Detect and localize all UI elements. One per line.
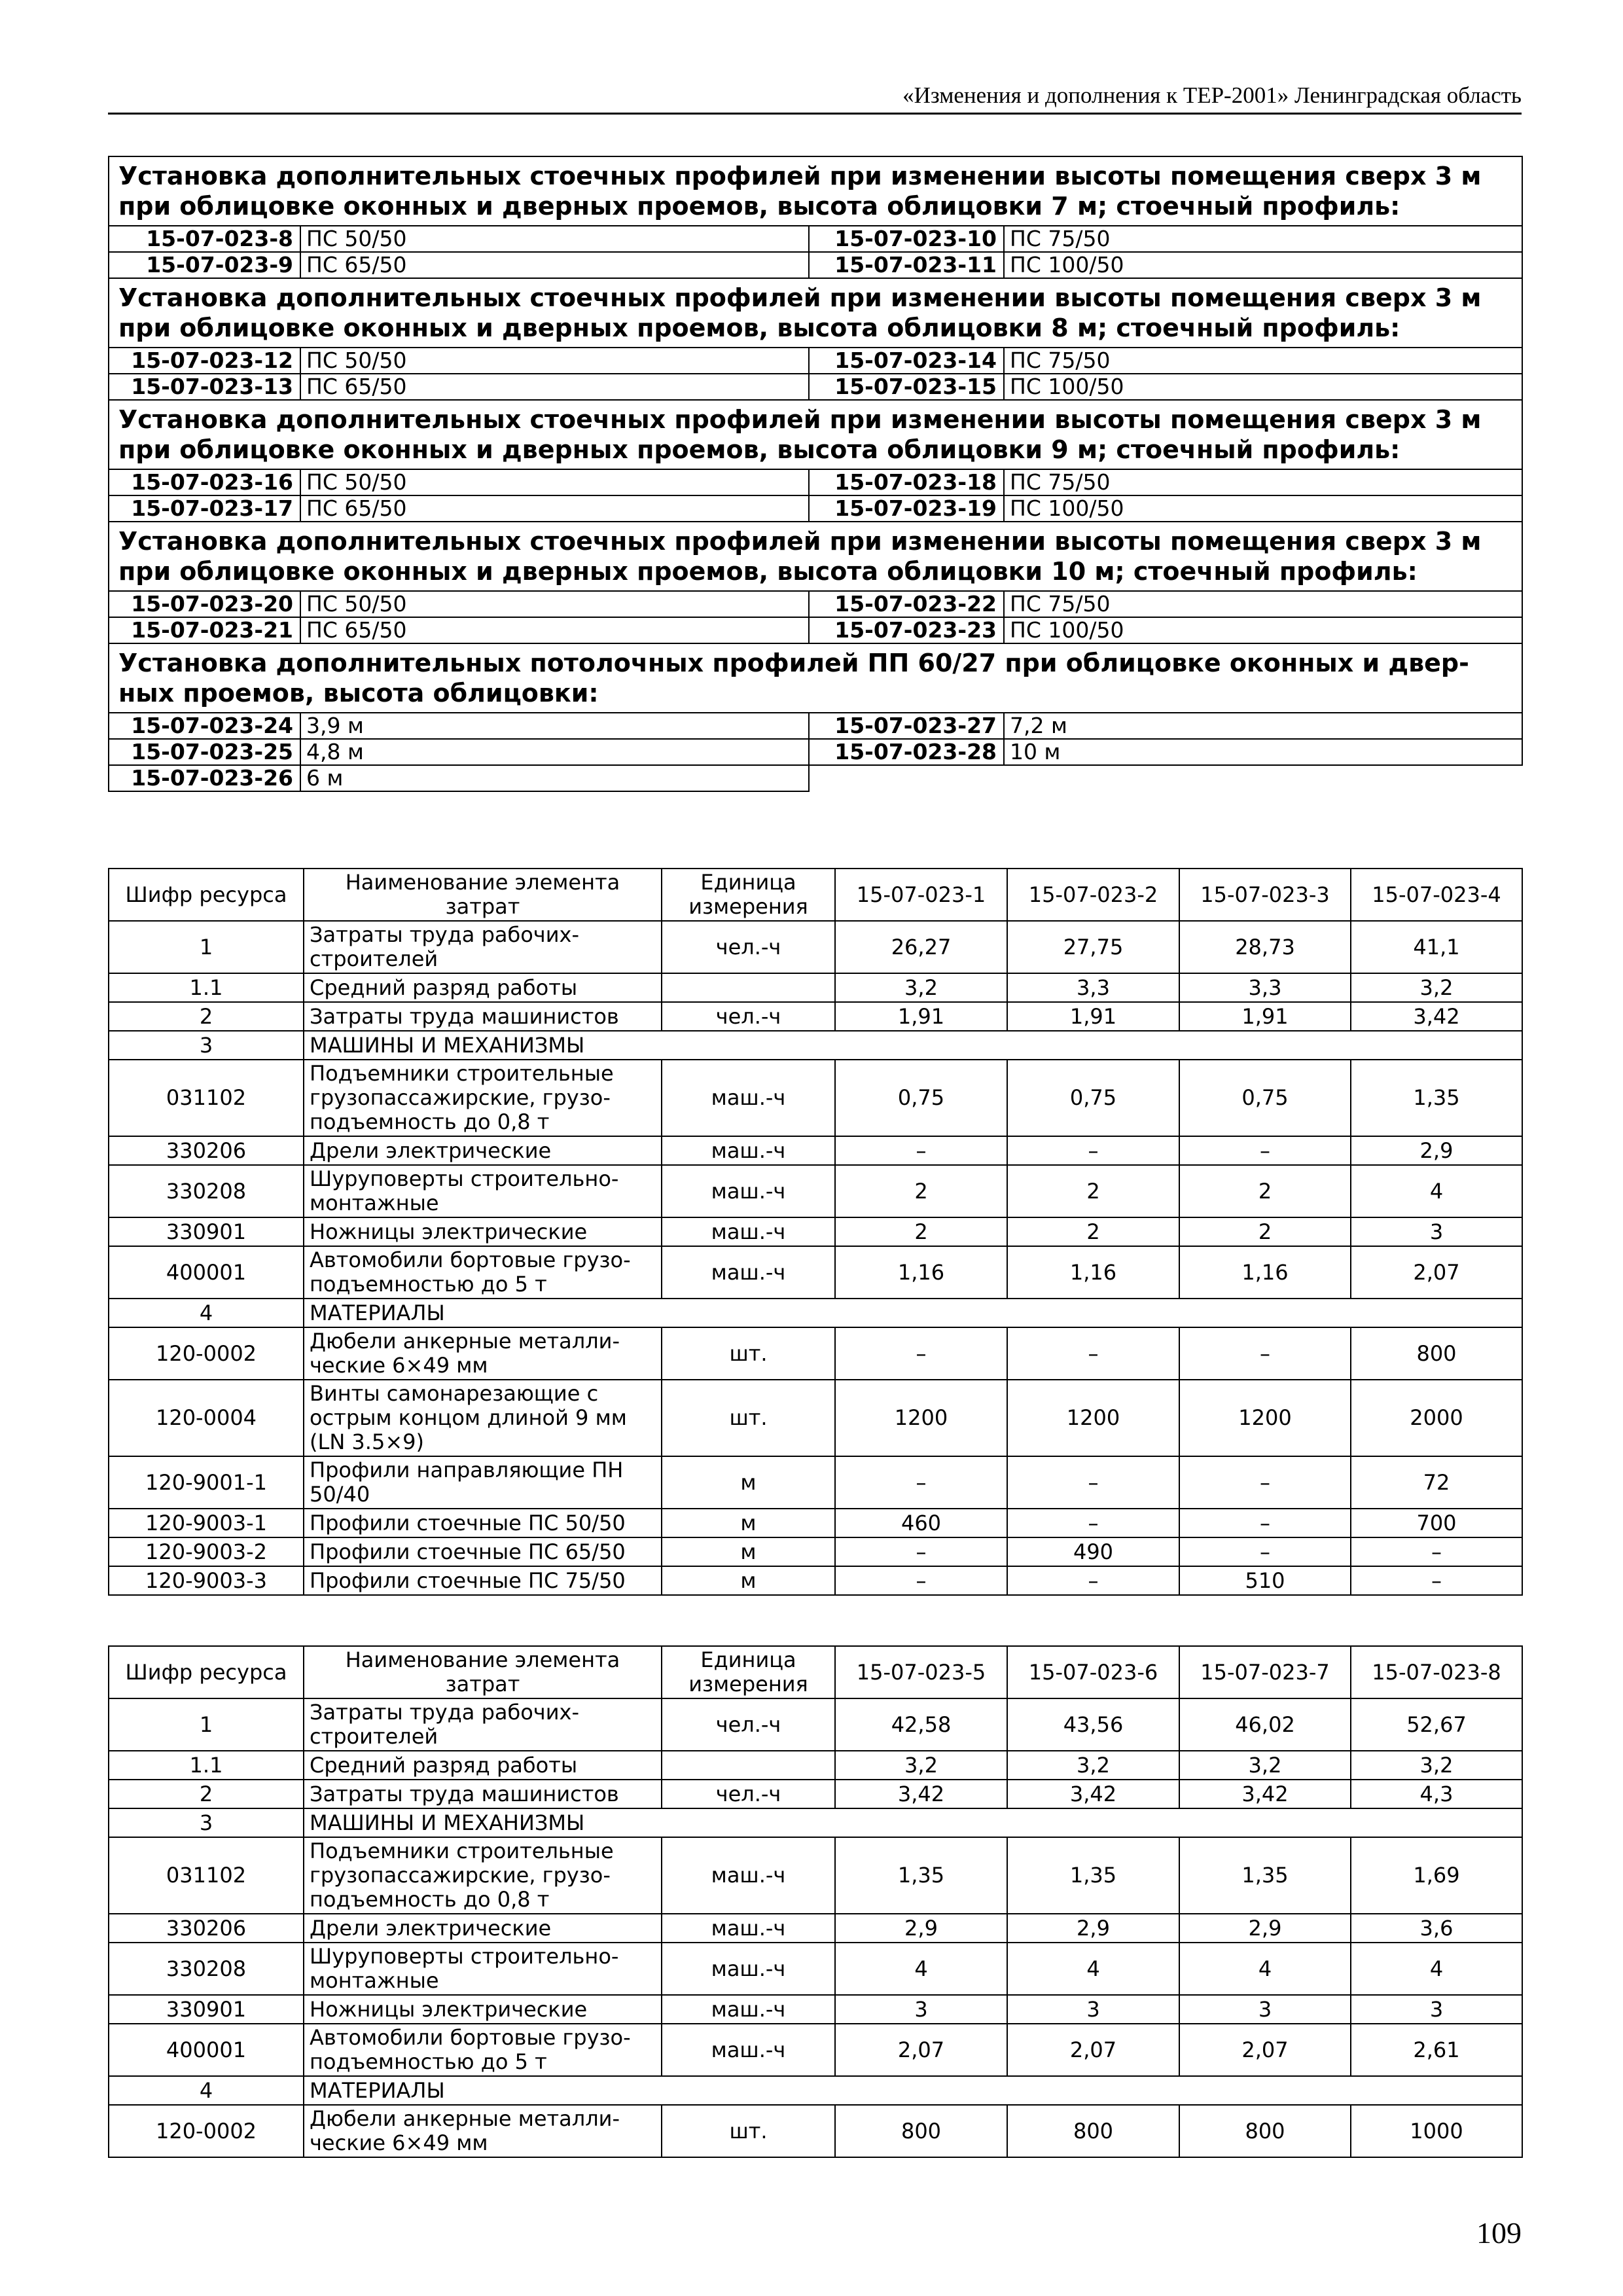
table-row xyxy=(109,1698,1522,1751)
value-cell: – xyxy=(1179,1136,1351,1165)
unit-cell: шт. xyxy=(662,1327,835,1380)
value-cell: 2 xyxy=(1179,1217,1351,1246)
value-cell: 0,75 xyxy=(1179,1060,1351,1136)
value-cell: – xyxy=(1007,1456,1179,1509)
value-cell: 1,91 xyxy=(1179,1002,1351,1031)
resource-code-cell: 3 xyxy=(109,1031,304,1060)
cost-element-cell: Шуруповерты строительно-монтажные xyxy=(304,1943,662,1995)
code-cell: 15-07-023-28 xyxy=(809,739,1004,765)
column-header: Единица измерения xyxy=(662,1646,835,1698)
group-title-row xyxy=(109,522,1522,591)
value-cell: – xyxy=(1179,1537,1351,1566)
table-row xyxy=(109,1509,1522,1537)
cost-element-cell: Профили направляющие ПН 50/40 xyxy=(304,1456,662,1509)
resource-code-cell: 120-0002 xyxy=(109,2105,304,2157)
value-cell: – xyxy=(1007,1509,1179,1537)
description-cell: 10 м xyxy=(1004,739,1522,765)
resource-code-cell: 120-0002 xyxy=(109,1327,304,1380)
table-row xyxy=(109,1060,1522,1136)
resource-table-header xyxy=(109,869,1522,921)
resource-code-cell: 4 xyxy=(109,2076,304,2105)
description-cell: ПС 65/50 xyxy=(300,617,809,643)
group-title: Установка дополнительных стоечных профилей при изменении высоты помещения сверх 3 м при облицовке оконных и дверных проемов, высота облицовки 7 м; стоечный профиль: xyxy=(109,156,1522,226)
description-cell: 6 м xyxy=(300,765,809,791)
cost-element-cell: Шуруповерты строительно-монтажные xyxy=(304,1165,662,1217)
code-row xyxy=(109,591,1522,617)
code-cell: 15-07-023-16 xyxy=(109,469,300,495)
value-cell: 1,35 xyxy=(1351,1060,1522,1136)
cost-element-cell: Затраты труда рабочих-строителей xyxy=(304,921,662,973)
header-row xyxy=(109,1646,1522,1698)
code-cell: 15-07-023-13 xyxy=(109,374,300,400)
description-cell: ПС 75/50 xyxy=(1004,226,1522,252)
unit-cell: м xyxy=(662,1456,835,1509)
value-cell: 28,73 xyxy=(1179,921,1351,973)
column-header: 15-07-023-8 xyxy=(1351,1646,1522,1698)
value-cell: 3 xyxy=(835,1995,1007,2024)
value-cell: 3 xyxy=(1007,1995,1179,2024)
code-cell: 15-07-023-11 xyxy=(809,252,1004,278)
value-cell: 1200 xyxy=(835,1380,1007,1456)
value-cell: – xyxy=(1179,1327,1351,1380)
value-cell: 3,2 xyxy=(1351,1751,1522,1780)
resource-table-body xyxy=(109,1698,1522,2157)
value-cell: 3,42 xyxy=(835,1780,1007,1808)
description-cell: ПС 100/50 xyxy=(1004,617,1522,643)
value-cell: 2 xyxy=(835,1165,1007,1217)
table-row xyxy=(109,1136,1522,1165)
table-row xyxy=(109,1537,1522,1566)
value-cell: – xyxy=(1007,1566,1179,1595)
unit-cell: чел.-ч xyxy=(662,1698,835,1751)
empty-cell xyxy=(809,765,1522,791)
value-cell: – xyxy=(1179,1456,1351,1509)
unit-cell: м xyxy=(662,1566,835,1595)
description-cell: ПС 65/50 xyxy=(300,495,809,522)
header-row xyxy=(109,869,1522,921)
cost-element-cell: Дюбели анкерные металли-ческие 6×49 мм xyxy=(304,1327,662,1380)
cost-element-cell: Автомобили бортовые грузо-подъемностью до 5 т xyxy=(304,2024,662,2076)
description-cell: ПС 75/50 xyxy=(1004,348,1522,374)
code-row xyxy=(109,226,1522,252)
value-cell: 27,75 xyxy=(1007,921,1179,973)
code-row xyxy=(109,252,1522,278)
resource-code-cell: 3 xyxy=(109,1808,304,1837)
value-cell: 2,9 xyxy=(1007,1914,1179,1943)
value-cell: 2 xyxy=(1007,1217,1179,1246)
value-cell: 1,91 xyxy=(1007,1002,1179,1031)
value-cell: 42,58 xyxy=(835,1698,1007,1751)
value-cell: 1,35 xyxy=(1007,1837,1179,1914)
value-cell: 3,2 xyxy=(1179,1751,1351,1780)
table-row xyxy=(109,1327,1522,1380)
description-cell: ПС 100/50 xyxy=(1004,252,1522,278)
unit-cell: маш.-ч xyxy=(662,1136,835,1165)
table-row xyxy=(109,1165,1522,1217)
resource-code-cell: 1.1 xyxy=(109,973,304,1002)
unit-cell: м xyxy=(662,1509,835,1537)
cost-element-cell: Профили стоечные ПС 65/50 xyxy=(304,1537,662,1566)
table-row xyxy=(109,2024,1522,2076)
code-row xyxy=(109,495,1522,522)
column-header: 15-07-023-3 xyxy=(1179,869,1351,921)
value-cell: 1000 xyxy=(1351,2105,1522,2157)
code-row xyxy=(109,713,1522,739)
column-header: 15-07-023-7 xyxy=(1179,1646,1351,1698)
table-row xyxy=(109,973,1522,1002)
unit-cell xyxy=(662,973,835,1002)
value-cell: 800 xyxy=(1007,2105,1179,2157)
cost-element-cell: Дрели электрические xyxy=(304,1136,662,1165)
value-cell: 1,69 xyxy=(1351,1837,1522,1914)
resource-code-cell: 120-9001-1 xyxy=(109,1456,304,1509)
code-row xyxy=(109,469,1522,495)
resource-code-cell: 120-9003-3 xyxy=(109,1566,304,1595)
unit-cell: шт. xyxy=(662,1380,835,1456)
resource-code-cell: 1.1 xyxy=(109,1751,304,1780)
unit-cell: маш.-ч xyxy=(662,1837,835,1914)
description-cell: ПС 75/50 xyxy=(1004,591,1522,617)
code-cell: 15-07-023-12 xyxy=(109,348,300,374)
value-cell: 800 xyxy=(1179,2105,1351,2157)
resource-code-cell: 330206 xyxy=(109,1914,304,1943)
value-cell: 1200 xyxy=(1007,1380,1179,1456)
value-cell: 46,02 xyxy=(1179,1698,1351,1751)
value-cell: – xyxy=(1179,1509,1351,1537)
value-cell: 1,35 xyxy=(1179,1837,1351,1914)
value-cell: 490 xyxy=(1007,1537,1179,1566)
page-number: 109 xyxy=(1476,2216,1522,2250)
cost-element-cell: Дюбели анкерные металли-ческие 6×49 мм xyxy=(304,2105,662,2157)
description-cell: 3,9 м xyxy=(300,713,809,739)
group-title: Установка дополнительных стоечных профилей при изменении высоты помещения сверх 3 м при облицовке оконных и дверных проемов, высота облицовки 10 м; стоечный профиль: xyxy=(109,522,1522,591)
value-cell: 4 xyxy=(1351,1943,1522,1995)
cost-element-cell: Затраты труда машинистов xyxy=(304,1780,662,1808)
value-cell: 1,16 xyxy=(835,1246,1007,1299)
code-cell: 15-07-023-15 xyxy=(809,374,1004,400)
resource-table-2 xyxy=(108,1645,1523,2158)
value-cell: – xyxy=(1351,1566,1522,1595)
resource-code-cell: 031102 xyxy=(109,1060,304,1136)
value-cell: 2,07 xyxy=(835,2024,1007,2076)
group-title: Установка дополнительных стоечных профилей при изменении высоты помещения сверх 3 м при облицовке оконных и дверных проемов, высота облицовки 9 м; стоечный профиль: xyxy=(109,400,1522,469)
resource-code-cell: 120-9003-1 xyxy=(109,1509,304,1537)
value-cell: 3 xyxy=(1351,1995,1522,2024)
value-cell: 460 xyxy=(835,1509,1007,1537)
section-row xyxy=(109,1299,1522,1327)
code-cell: 15-07-023-14 xyxy=(809,348,1004,374)
page-header: «Изменения и дополнения к ТЕР-2001» Ленинградская область xyxy=(108,82,1522,115)
value-cell: 700 xyxy=(1351,1509,1522,1537)
code-row xyxy=(109,765,1522,791)
table-row xyxy=(109,1914,1522,1943)
value-cell: 2,9 xyxy=(1351,1136,1522,1165)
value-cell: 2 xyxy=(1007,1165,1179,1217)
resource-code-cell: 1 xyxy=(109,1698,304,1751)
resource-code-cell: 330208 xyxy=(109,1943,304,1995)
code-cell: 15-07-023-21 xyxy=(109,617,300,643)
value-cell: 2,9 xyxy=(1179,1914,1351,1943)
value-cell: 72 xyxy=(1351,1456,1522,1509)
code-cell: 15-07-023-17 xyxy=(109,495,300,522)
unit-cell: маш.-ч xyxy=(662,1995,835,2024)
unit-cell: маш.-ч xyxy=(662,1943,835,1995)
cost-element-cell: Подъемники строительные грузопассажирские, грузо-подъемность до 0,8 т xyxy=(304,1060,662,1136)
table-row xyxy=(109,1751,1522,1780)
value-cell: 0,75 xyxy=(835,1060,1007,1136)
cost-element-cell: Автомобили бортовые грузо-подъемностью до 5 т xyxy=(304,1246,662,1299)
value-cell: 4 xyxy=(1179,1943,1351,1995)
cost-element-cell: Затраты труда машинистов xyxy=(304,1002,662,1031)
code-cell: 15-07-023-25 xyxy=(109,739,300,765)
value-cell: 2,61 xyxy=(1351,2024,1522,2076)
resource-table-header xyxy=(109,1646,1522,1698)
resource-code-cell: 120-9003-2 xyxy=(109,1537,304,1566)
group-title-row xyxy=(109,278,1522,348)
description-cell: ПС 50/50 xyxy=(300,591,809,617)
resource-code-cell: 1 xyxy=(109,921,304,973)
code-cell: 15-07-023-19 xyxy=(809,495,1004,522)
unit-cell: маш.-ч xyxy=(662,1217,835,1246)
value-cell: 1,91 xyxy=(835,1002,1007,1031)
cost-element-cell: Профили стоечные ПС 75/50 xyxy=(304,1566,662,1595)
value-cell: 1200 xyxy=(1179,1380,1351,1456)
section-row xyxy=(109,2076,1522,2105)
codes-table-body xyxy=(109,156,1522,791)
value-cell: 52,67 xyxy=(1351,1698,1522,1751)
resource-code-cell: 4 xyxy=(109,1299,304,1327)
unit-cell: маш.-ч xyxy=(662,2024,835,2076)
table-row xyxy=(109,1837,1522,1914)
value-cell: 510 xyxy=(1179,1566,1351,1595)
table-row xyxy=(109,921,1522,973)
section-row xyxy=(109,1808,1522,1837)
table-row xyxy=(109,1566,1522,1595)
code-cell: 15-07-023-27 xyxy=(809,713,1004,739)
section-title-cell: МАШИНЫ И МЕХАНИЗМЫ xyxy=(304,1031,1522,1060)
value-cell: – xyxy=(835,1327,1007,1380)
section-row xyxy=(109,1031,1522,1060)
value-cell: 3,3 xyxy=(1007,973,1179,1002)
section-title-cell: МАТЕРИАЛЫ xyxy=(304,2076,1522,2105)
value-cell: 2000 xyxy=(1351,1380,1522,1456)
group-title: Установка дополнительных стоечных профилей при изменении высоты помещения сверх 3 м при облицовке оконных и дверных проемов, высота облицовки 8 м; стоечный профиль: xyxy=(109,278,1522,348)
unit-cell: чел.-ч xyxy=(662,1002,835,1031)
value-cell: 3,3 xyxy=(1179,973,1351,1002)
resource-code-cell: 031102 xyxy=(109,1837,304,1914)
value-cell: – xyxy=(835,1537,1007,1566)
value-cell: 3,2 xyxy=(835,973,1007,1002)
description-cell: ПС 50/50 xyxy=(300,226,809,252)
cost-element-cell: Ножницы электрические xyxy=(304,1995,662,2024)
column-header: Наименование элемента затрат xyxy=(304,869,662,921)
code-cell: 15-07-023-9 xyxy=(109,252,300,278)
unit-cell: чел.-ч xyxy=(662,1780,835,1808)
cost-element-cell: Профили стоечные ПС 50/50 xyxy=(304,1509,662,1537)
value-cell: 3,42 xyxy=(1179,1780,1351,1808)
value-cell: – xyxy=(835,1456,1007,1509)
resource-code-cell: 330901 xyxy=(109,1217,304,1246)
value-cell: 3,6 xyxy=(1351,1914,1522,1943)
resource-code-cell: 2 xyxy=(109,1002,304,1031)
resource-code-cell: 400001 xyxy=(109,2024,304,2076)
cost-element-cell: Средний разряд работы xyxy=(304,973,662,1002)
column-header: 15-07-023-2 xyxy=(1007,869,1179,921)
section-title-cell: МАТЕРИАЛЫ xyxy=(304,1299,1522,1327)
resource-table-body xyxy=(109,921,1522,1595)
description-cell: ПС 75/50 xyxy=(1004,469,1522,495)
code-cell: 15-07-023-20 xyxy=(109,591,300,617)
value-cell: 3,42 xyxy=(1007,1780,1179,1808)
code-row xyxy=(109,348,1522,374)
value-cell: 2,07 xyxy=(1007,2024,1179,2076)
value-cell: 2,9 xyxy=(835,1914,1007,1943)
value-cell: 0,75 xyxy=(1007,1060,1179,1136)
value-cell: 3,42 xyxy=(1351,1002,1522,1031)
description-cell: ПС 65/50 xyxy=(300,252,809,278)
unit-cell: шт. xyxy=(662,2105,835,2157)
column-header: Наименование элемента затрат xyxy=(304,1646,662,1698)
unit-cell: м xyxy=(662,1537,835,1566)
value-cell: 4 xyxy=(1351,1165,1522,1217)
code-cell: 15-07-023-18 xyxy=(809,469,1004,495)
column-header: Шифр ресурса xyxy=(109,1646,304,1698)
table-row xyxy=(109,2105,1522,2157)
value-cell: 26,27 xyxy=(835,921,1007,973)
code-row xyxy=(109,739,1522,765)
value-cell: – xyxy=(1007,1327,1179,1380)
column-header: Шифр ресурса xyxy=(109,869,304,921)
value-cell: 41,1 xyxy=(1351,921,1522,973)
group-title-row xyxy=(109,643,1522,713)
resource-code-cell: 330208 xyxy=(109,1165,304,1217)
value-cell: 3,2 xyxy=(1007,1751,1179,1780)
value-cell: 4 xyxy=(1007,1943,1179,1995)
column-header: 15-07-023-6 xyxy=(1007,1646,1179,1698)
cost-element-cell: Ножницы электрические xyxy=(304,1217,662,1246)
description-cell: ПС 65/50 xyxy=(300,374,809,400)
value-cell: 1,35 xyxy=(835,1837,1007,1914)
unit-cell: маш.-ч xyxy=(662,1246,835,1299)
unit-cell: маш.-ч xyxy=(662,1165,835,1217)
resource-code-cell: 2 xyxy=(109,1780,304,1808)
section-title-cell: МАШИНЫ И МЕХАНИЗМЫ xyxy=(304,1808,1522,1837)
value-cell: 2 xyxy=(835,1217,1007,1246)
value-cell: – xyxy=(835,1566,1007,1595)
resource-code-cell: 330901 xyxy=(109,1995,304,2024)
description-cell: 4,8 м xyxy=(300,739,809,765)
group-title: Установка дополнительных потолочных профилей ПП 60/27 при облицовке оконных и двер-ных проемов, высота облицовки: xyxy=(109,643,1522,713)
column-header: 15-07-023-5 xyxy=(835,1646,1007,1698)
cost-element-cell: Подъемники строительные грузопассажирские, грузо-подъемность до 0,8 т xyxy=(304,1837,662,1914)
value-cell: 1,16 xyxy=(1007,1246,1179,1299)
cost-element-cell: Затраты труда рабочих-строителей xyxy=(304,1698,662,1751)
code-cell: 15-07-023-8 xyxy=(109,226,300,252)
column-header: Единица измерения xyxy=(662,869,835,921)
resource-code-cell: 120-0004 xyxy=(109,1380,304,1456)
value-cell: 4,3 xyxy=(1351,1780,1522,1808)
code-cell: 15-07-023-26 xyxy=(109,765,300,791)
value-cell: 1,16 xyxy=(1179,1246,1351,1299)
value-cell: 4 xyxy=(835,1943,1007,1995)
table-row xyxy=(109,1246,1522,1299)
value-cell: 3 xyxy=(1351,1217,1522,1246)
description-cell: ПС 50/50 xyxy=(300,348,809,374)
value-cell: – xyxy=(1351,1537,1522,1566)
value-cell: – xyxy=(835,1136,1007,1165)
value-cell: 2 xyxy=(1179,1165,1351,1217)
code-row xyxy=(109,374,1522,400)
table-row xyxy=(109,1217,1522,1246)
group-title-row xyxy=(109,400,1522,469)
table-row xyxy=(109,1002,1522,1031)
value-cell: 2,07 xyxy=(1179,2024,1351,2076)
unit-cell: чел.-ч xyxy=(662,921,835,973)
value-cell: 3 xyxy=(1179,1995,1351,2024)
value-cell: 3,2 xyxy=(1351,973,1522,1002)
code-cell: 15-07-023-23 xyxy=(809,617,1004,643)
description-cell: ПС 100/50 xyxy=(1004,495,1522,522)
table-row xyxy=(109,1780,1522,1808)
table-row xyxy=(109,1456,1522,1509)
codes-table xyxy=(108,156,1523,792)
column-header: 15-07-023-4 xyxy=(1351,869,1522,921)
resource-code-cell: 330206 xyxy=(109,1136,304,1165)
code-cell: 15-07-023-22 xyxy=(809,591,1004,617)
value-cell: 800 xyxy=(835,2105,1007,2157)
unit-cell xyxy=(662,1751,835,1780)
unit-cell: маш.-ч xyxy=(662,1914,835,1943)
table-row xyxy=(109,1943,1522,1995)
code-cell: 15-07-023-10 xyxy=(809,226,1004,252)
description-cell: 7,2 м xyxy=(1004,713,1522,739)
group-title-row xyxy=(109,156,1522,226)
resource-table-1 xyxy=(108,868,1523,1596)
value-cell: 43,56 xyxy=(1007,1698,1179,1751)
cost-element-cell: Дрели электрические xyxy=(304,1914,662,1943)
value-cell: 800 xyxy=(1351,1327,1522,1380)
unit-cell: маш.-ч xyxy=(662,1060,835,1136)
value-cell: – xyxy=(1007,1136,1179,1165)
code-row xyxy=(109,617,1522,643)
value-cell: 2,07 xyxy=(1351,1246,1522,1299)
cost-element-cell: Винты самонарезающие с острым концом длиной 9 мм (LN 3.5×9) xyxy=(304,1380,662,1456)
resource-code-cell: 400001 xyxy=(109,1246,304,1299)
cost-element-cell: Средний разряд работы xyxy=(304,1751,662,1780)
code-cell: 15-07-023-24 xyxy=(109,713,300,739)
description-cell: ПС 50/50 xyxy=(300,469,809,495)
value-cell: 3,2 xyxy=(835,1751,1007,1780)
table-row xyxy=(109,1380,1522,1456)
table-row xyxy=(109,1995,1522,2024)
column-header: 15-07-023-1 xyxy=(835,869,1007,921)
description-cell: ПС 100/50 xyxy=(1004,374,1522,400)
